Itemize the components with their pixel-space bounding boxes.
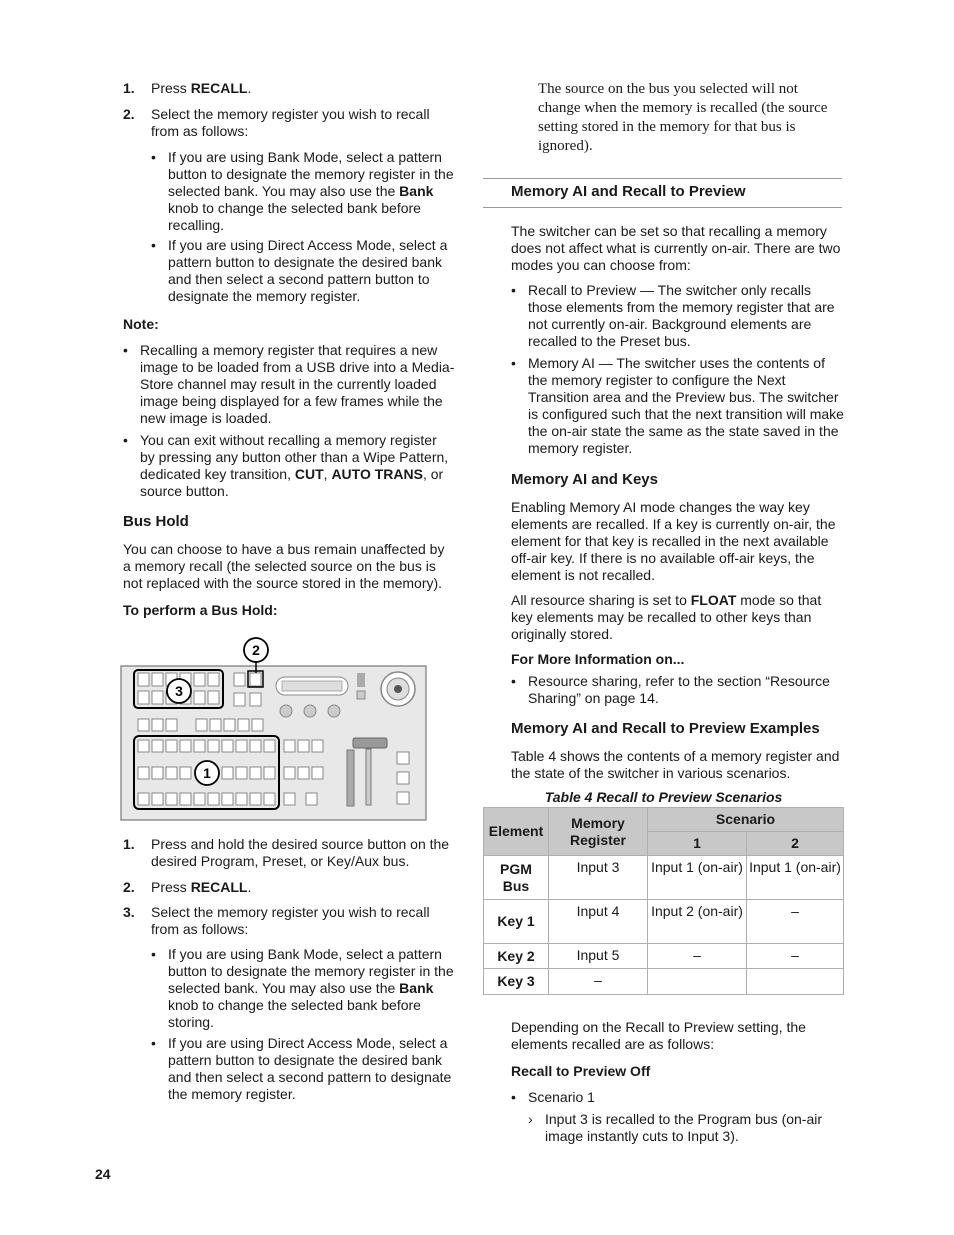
sub-bullet-arrow: ›: [528, 1111, 533, 1127]
examples-heading: Memory AI and Recall to Preview Examples: [511, 720, 820, 737]
bullet-dot: •: [123, 342, 128, 358]
step-number: 3.: [123, 904, 135, 920]
t-bar-track: [347, 750, 354, 806]
bus-hold-note: The source on the bus you selected will not change when the memory is recalled (the source setting stored in the memory for that bus is ignored).: [538, 81, 828, 154]
keys-paragraph: Enabling Memory AI mode changes the way key elements are recalled. If a key is currently on-air, the element for that key is recalled in the next available off-air key. If there is no available off-air keys, the element is not recalled.: [511, 499, 836, 583]
table-row: Key 1 Input 4 Input 2 (on-air) –: [484, 900, 844, 944]
table-row: PGM Bus Input 3 Input 1 (on-air) Input 1 (on-air): [484, 856, 844, 900]
source-button-rows: [138, 740, 323, 805]
heading-rule-bottom: [483, 207, 842, 208]
table-caption: Table 4 Recall to Preview Scenarios: [544, 789, 783, 805]
switcher-paragraph: The switcher can be set so that recalling a memory does not affect what is currently on-air. There are two modes you can choose from:: [511, 223, 841, 273]
step-number: 1.: [123, 80, 135, 96]
table-intro-paragraph: Table 4 shows the contents of a memory register and the state of the switcher in various scenarios.: [511, 748, 840, 781]
bullet-dot: •: [123, 432, 128, 448]
bullet-dot: •: [151, 1035, 156, 1051]
col-header-scenario-1: 1: [648, 832, 747, 856]
more-info-label: For More Information on...: [511, 651, 685, 667]
col-header-scenario-2: 2: [747, 832, 844, 856]
callout-1-label: 1: [203, 765, 211, 781]
recall-scenarios-table: [483, 807, 844, 995]
col-header-scenario: Scenario: [648, 808, 844, 832]
t-bar-handle: [353, 738, 387, 748]
col-header-memory: Memory Register: [549, 808, 648, 856]
step-number: 1.: [123, 836, 135, 852]
bus-hold-paragraph: You can choose to have a bus remain unaffected by a memory recall (the selected source on the bus is not replaced with the source stored in the memory).: [123, 541, 445, 591]
callout-2-label: 2: [252, 642, 260, 658]
bus-hold-heading: Bus Hold: [123, 513, 189, 530]
recall-off-label: Recall to Preview Off: [511, 1063, 651, 1079]
memory-ai-keys-heading: Memory AI and Keys: [511, 471, 658, 488]
bullet-dot: •: [511, 673, 516, 689]
bullet-dot: •: [511, 1089, 516, 1105]
bullet-dot: •: [151, 237, 156, 253]
float-paragraph: All resource sharing is set to FLOAT mode so that key elements may be recalled to other keys than originally stored.: [511, 592, 822, 642]
col-header-element: Element: [484, 808, 549, 856]
heading-rule-top: [483, 178, 842, 179]
table-row: Key 3 –: [484, 969, 844, 995]
page-number: 24: [95, 1166, 111, 1182]
step-number: 2.: [123, 106, 135, 122]
bullet-dot: •: [151, 946, 156, 962]
control-panel-illustration: [119, 635, 429, 825]
callout-3-label: 3: [175, 683, 183, 699]
step-number: 2.: [123, 879, 135, 895]
note-label: Note:: [123, 316, 159, 332]
table-row: Key 2 Input 5 – –: [484, 944, 844, 969]
perform-bus-hold-label: To perform a Bus Hold:: [123, 602, 278, 618]
depending-paragraph: Depending on the Recall to Preview setting, the elements recalled are as follows:: [511, 1019, 806, 1052]
bullet-dot: •: [511, 355, 516, 371]
recall-to-preview-heading: Memory AI and Recall to Preview: [511, 183, 746, 200]
bullet-dot: •: [151, 149, 156, 165]
bullet-dot: •: [511, 282, 516, 298]
